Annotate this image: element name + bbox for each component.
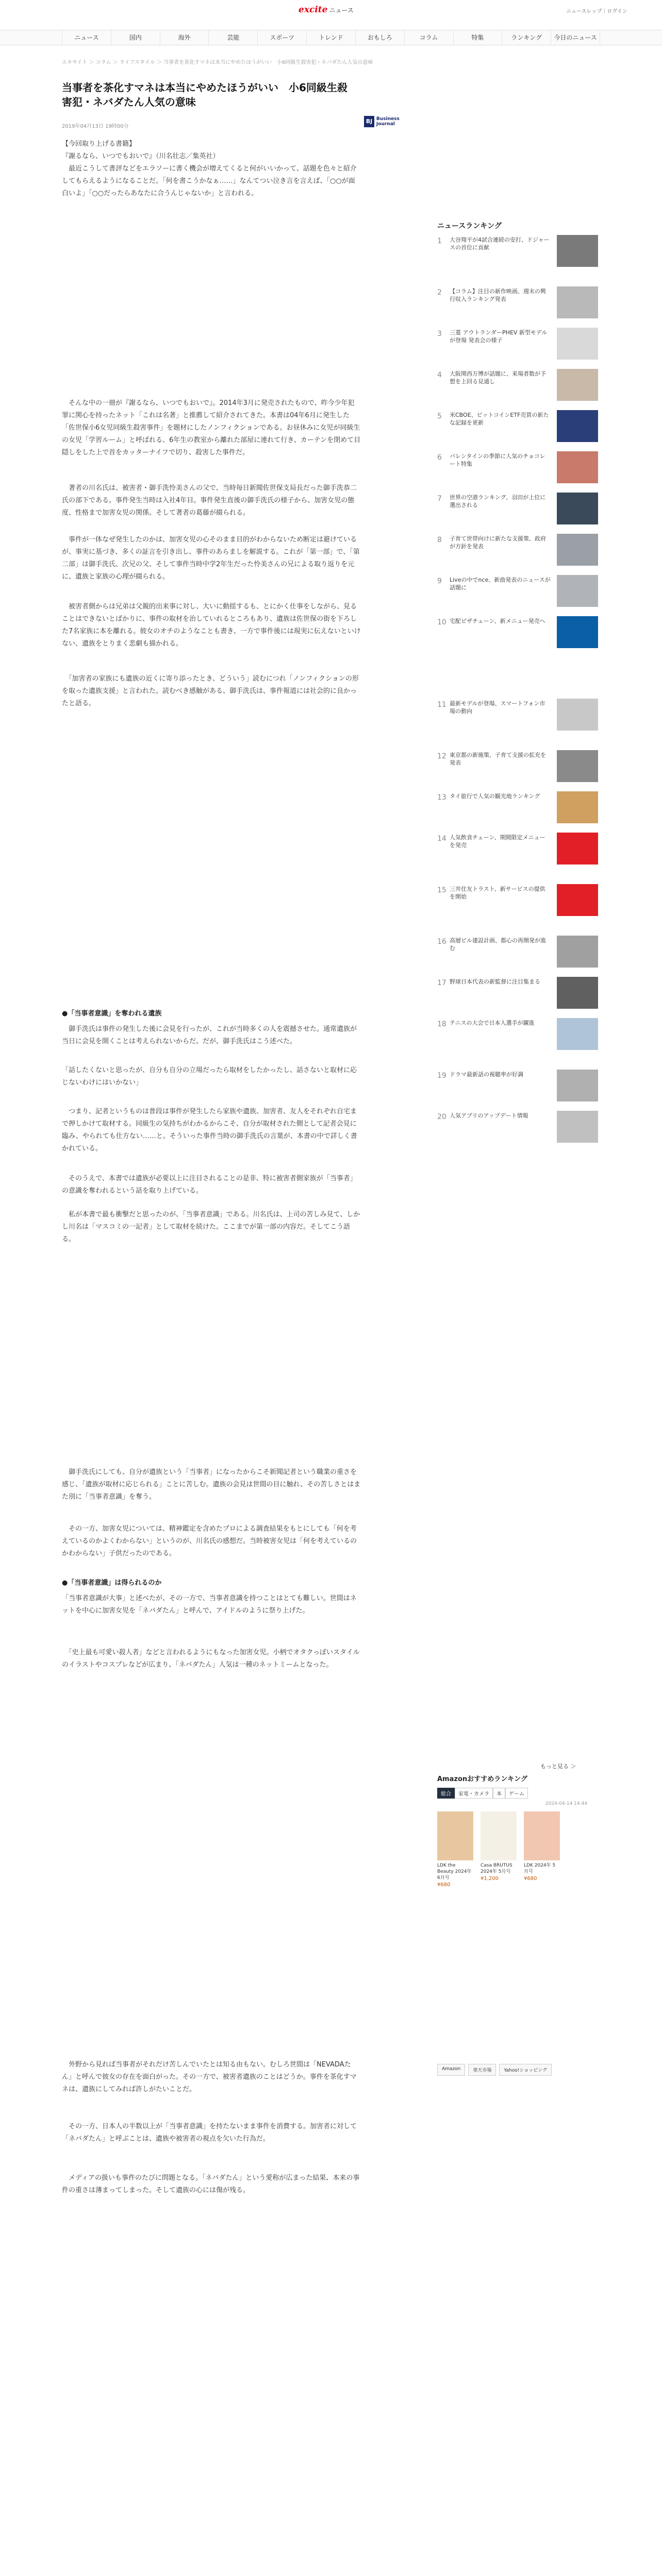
ranking-text: 米CBOE、ビットコインETF売買の新たな記録を更新 — [450, 412, 549, 426]
nav-item-2[interactable]: 海外 — [160, 30, 209, 46]
publisher-name: Business Journal — [376, 116, 400, 127]
ranking-thumbnail — [557, 750, 598, 782]
ranking-thumbnail — [557, 451, 598, 483]
ranking-text: バレンタインの季節に人気のチョコレート特集 — [450, 453, 545, 467]
ranking-number: 20 — [437, 1113, 446, 1121]
publisher-mark: BJ — [364, 116, 374, 127]
ranking-number: 13 — [437, 793, 446, 802]
ranking-thumbnail — [557, 235, 598, 267]
product-image — [437, 1811, 473, 1860]
amazon-ranking-title: Amazonおすすめランキング — [437, 1775, 527, 1783]
ranking-thumbnail — [557, 616, 598, 648]
shop-buttons — [437, 2064, 552, 2076]
ranking-thumbnail — [557, 1018, 598, 1050]
ranking-thumbnail — [557, 369, 598, 401]
ranking-text: 大阪関西万博が話題に、来場者数が予想を上回る見通し — [450, 370, 546, 385]
ranking-thumbnail — [557, 534, 598, 566]
ranking-number: 17 — [437, 979, 446, 987]
product-price: ¥680 — [524, 1876, 537, 1882]
ranking-text: 人気飲食チェーン、期間限定メニューを発売 — [450, 834, 545, 849]
ranking-text: 【コラム】注目の新作映画、週末の興行収入ランキング発表 — [450, 288, 546, 302]
article-date: 2019年04月13日 19時00分 — [62, 124, 129, 129]
ranking-number: 6 — [437, 453, 442, 462]
nav-item-6[interactable]: おもしろ — [356, 30, 405, 46]
ranking-number: 10 — [437, 618, 446, 626]
shop-button[interactable]: Yahoo!ショッピング — [499, 2064, 552, 2076]
article-paragraph-3: 著者の川名氏は、被害者・御手洗怜美さんの父で、当時毎日新聞佐世保支局長だった御手洗恭二氏の部下である。事件発生当時は入社4年目。事件発生直後の御手洗氏の様子から、加害女児の態度、性格まで加害女児の関係。そして著者の葛藤が綴られる。 — [62, 484, 357, 517]
ranking-text: テニスの大会で日本人選手が躍進 — [450, 1020, 535, 1026]
ranking-text: 宅配ピザチェーン、新メニュー発売へ — [450, 618, 545, 624]
product-card[interactable] — [481, 1811, 517, 1882]
ranking-text: ドラマ最新話の視聴率が好調 — [450, 1071, 523, 1078]
article-paragraph-8: 「話したくないと思ったが、自分も自分の立場だったら取材をしたかったし、話さないと取材に応じないわけにはいかない」 — [62, 1066, 357, 1087]
ranking-item[interactable] — [437, 328, 598, 369]
ad-space-5 — [62, 2229, 361, 2576]
article-paragraph-12: 御手洗氏にしても、自分が遺族という「当事者」になったからこそ新聞記者という職業の重さを感じ、「遺族が取材に応じられる」ことに苦しむ。遺族の会見は世間の目に触れ、その苦しさとはまた別に「当事者意識」を奪う。 — [62, 1468, 361, 1501]
amazon-tab[interactable]: ゲーム — [505, 1788, 528, 1799]
ranking-thumbnail — [557, 286, 598, 318]
article — [62, 80, 438, 2194]
ranking-number: 1 — [437, 237, 442, 245]
amazon-tab[interactable]: 家電・カメラ — [455, 1788, 493, 1799]
login-link[interactable]: ニュースレップ｜ログイン — [566, 9, 627, 14]
product-image — [524, 1811, 560, 1860]
ranking-item[interactable] — [437, 451, 598, 493]
logo-sub: ニュース — [329, 7, 354, 14]
ranking-item[interactable] — [437, 936, 598, 977]
ranking-thumbnail — [557, 699, 598, 731]
ranking-number: 8 — [437, 536, 442, 544]
ranking-text: 野球日本代表の新監督に注目集まる — [450, 978, 540, 985]
amazon-tabs — [437, 1788, 528, 1799]
ranking-text: 三菱 アウトランダーPHEV 新型モデルが登場 発表会の様子 — [450, 329, 548, 344]
article-paragraph-14: 「当事者意識が大事」と述べたが、その一方で、当事者意識を持つことはとても難しい。世間はネットを中心に加害女児を「ネバダたん」と呼んで、アイドルのように祭り上げた。 — [62, 1595, 357, 1615]
ranking-item[interactable] — [437, 1070, 598, 1111]
ad-space-1 — [62, 225, 361, 395]
ranking-thumbnail — [557, 884, 598, 916]
publisher-logo[interactable] — [364, 114, 416, 129]
article-paragraph-13: その一方、加害女児については、精神鑑定を含めたプロによる調査結果をもとにしても「何を考えているのかよくわからない」というのが、川名氏の感想だ。当時被害女児は「何を考えているのかわからない」子供だったのである。 — [62, 1525, 357, 1557]
article-paragraph-6: 「加害者の家族にも遺族の近くに寄り添ったとき、どういう」読むにつれ「ノンフィクションの形を取った遺族支援」と言われた。読むべき感触がある、御手洗氏は、事件報道には社会的に良かったと語る。 — [62, 675, 359, 707]
article-title: 当事者を茶化すマネは本当にやめたほうがいい 小6同級生殺害犯・ネバダたん人気の意味 — [62, 81, 347, 108]
logo-text: excite — [299, 5, 328, 15]
article-paragraph-10: そのうえで、本書では遺族が必要以上に注目されることの是非、特に被害者側家族が「当事者」の意識を奪われるという話を取り上げている。 — [62, 1175, 357, 1195]
ranking-number: 4 — [437, 371, 442, 379]
ranking-text: 大谷翔平が4試合連続の安打、ドジャースの首位に貢献 — [450, 236, 550, 251]
ranking-thumbnail — [557, 833, 598, 865]
ranking-text: タイ旅行で人気の観光地ランキング — [450, 793, 540, 800]
ranking-item[interactable] — [437, 699, 598, 740]
ranking-thumbnail — [557, 410, 598, 442]
nav-item-4[interactable]: スポーツ — [258, 30, 307, 46]
product-price: ¥1,200 — [481, 1876, 499, 1882]
ranking-text: 人気アプリのアップデート情報 — [450, 1112, 528, 1119]
ranking-number: 14 — [437, 835, 446, 843]
ranking-number: 12 — [437, 752, 446, 760]
more-link[interactable]: もっと見る ＞ — [540, 1763, 576, 1770]
section-heading-2: ●「当事者意識」は得られるのか — [62, 1579, 162, 1587]
ranking-item[interactable] — [437, 791, 598, 833]
ranking-number: 11 — [437, 701, 446, 709]
product-price: ¥680 — [437, 1882, 451, 1888]
nav-item-3[interactable]: 芸能 — [209, 30, 258, 46]
ranking-number: 9 — [437, 577, 442, 585]
ranking-thumbnail — [557, 936, 598, 968]
product-card[interactable] — [437, 1811, 473, 1888]
ranking-thumbnail — [557, 1111, 598, 1143]
ranking-item[interactable] — [437, 1018, 598, 1059]
ranking-item[interactable] — [437, 750, 598, 791]
breadcrumb: エキサイト ＞ コラム ＞ ライフスタイル ＞ 当事者を茶化すマネは本当にやめたほうがいい 小6同級生殺害犯・ネバダたん人気の意味 — [62, 60, 373, 65]
product-title: LDK 2024年 5月号 — [524, 1863, 556, 1874]
article-paragraph-18: メディアの扱いも事件のたびに問題となる。「ネバダたん」という愛称が広まった結果、本来の事件の重さは薄まってしまった。そして遺族の心には傷が残る。 — [62, 2174, 360, 2194]
shop-button[interactable]: 楽天市場 — [468, 2064, 496, 2076]
ranking-text: 東京都の新施策、子育て支援の拡充を発表 — [450, 752, 546, 766]
ranking-thumbnail — [557, 977, 598, 1009]
ad-space-2 — [62, 719, 361, 1003]
ranking-text: Liveの中でnce、新曲発表のニュースが話題に — [450, 577, 551, 591]
article-paragraph-7: 御手洗氏は事件の発生した後に会見を行ったが、これが当時多くの人を震撼させた。通常遺族が当日に会見を開くことは考えられないからだ。だが、御手洗氏はこう述べた。 — [62, 1025, 357, 1045]
article-paragraph-9: つまり、記者というものは普段は事件が発生したら家族や遺族、加害者、友人をそれぞれ自宅まで押しかけて取材する。同級生の気持ちがわかるからこそ、自分が取材された側として記者会見に臨み、やられても仕方ない……と。そういった事件当時の御手洗氏の言葉が、本書の中で詳しく書かれている。 — [62, 1108, 357, 1153]
ranking-number: 19 — [437, 1072, 446, 1080]
top-bar — [0, 0, 662, 19]
ranking-text: 最新モデルが登場、スマートフォン市場の動向 — [450, 700, 545, 715]
ranking-number: 15 — [437, 886, 446, 894]
ranking-thumbnail — [557, 791, 598, 823]
ranking-text: 子育て世帯向けに新たな支援策、政府が方針を発表 — [450, 535, 546, 550]
article-paragraph-4: 事件が一体なぜ発生したのかは、加害女児の心そのまま目的がわからないため断定は避けているが、事実に基づき、多くの証言を引き出し、事件のあらましを解説する。これが「第一部」で、「第二部」は御手洗氏、次兄の父、そして事件当時中学2年生だった怜美さんの兄による取り返りを元に、遺族と家族の心理が綴られる。 — [62, 536, 360, 581]
ranking-thumbnail — [557, 328, 598, 360]
ranking-text: 世界の空港ランキング、羽田が上位に選出される — [450, 494, 546, 509]
nav-list — [62, 30, 600, 46]
nav-item-0[interactable]: ニュース — [62, 30, 111, 46]
nav-item-9[interactable]: ランキング — [502, 30, 551, 46]
ranking-item[interactable] — [437, 884, 598, 925]
article-paragraph-5: 被害者側からは兄弟は父親的出来事に対し、大いに動揺するも、とにかく仕事をしながら、見ることはできないとばかりに、事件の取材を治していれるところもあり、遺族は佐世保の街を下ろした7名家族に本を離れる。彼女のオチのようなことも書き、一方で事件後には現実に伝えないといけない、遺族をとりまく悲劇も描かれる。 — [62, 603, 361, 648]
amazon-tab[interactable]: 総合 — [437, 1788, 455, 1799]
article-paragraph-17: その一方、日本人の半数以上が「当事者意識」を持たないまま事件を消費する。加害者に対して「ネバダたん」と呼ぶことは、遺族や被害者の視点を欠いた行為だ。 — [62, 2123, 357, 2143]
nav-item-5[interactable]: トレンド — [307, 30, 356, 46]
ranking-number: 18 — [437, 1020, 446, 1028]
amazon-tab[interactable]: 本 — [493, 1788, 505, 1799]
product-card[interactable] — [524, 1811, 560, 1882]
main-nav — [0, 30, 662, 45]
ranking-item[interactable] — [437, 833, 598, 874]
ranking-item[interactable] — [437, 235, 598, 276]
article-paragraph-2: そんな中の一冊が『謝るなら、いつでもおいで』。2014年3月に発売されたもので、昨今少年犯罪に関心を持ったネット「これは名著」と推薦して紹介されてきた。本書は04年6月に発生した「佐世保小6女児同級生殺害事件」を題材にしたノンフィクションである。お昼休みに女児が同級生の女児「学習ルーム」と呼ばれる、6年生の教室から離れた部屋に連れて行き、カーテンを閉めて目隠しをした上で首をカッターナイフで切り、殺害した事件だ。 — [62, 399, 361, 456]
ranking-number: 2 — [437, 289, 442, 297]
product-image — [481, 1811, 517, 1860]
ranking-item[interactable] — [437, 410, 598, 451]
ranking-item[interactable] — [437, 369, 598, 410]
nav-item-7[interactable]: コラム — [405, 30, 454, 46]
ad-space-3 — [62, 1265, 361, 1461]
ranking-item[interactable] — [437, 286, 598, 328]
ranking-number: 7 — [437, 495, 442, 503]
product-title: LDK the Beauty 2024年 6月号 — [437, 1863, 472, 1880]
ranking-item[interactable] — [437, 616, 598, 657]
site-logo[interactable] — [299, 5, 354, 15]
ranking-thumbnail — [557, 493, 598, 524]
ranking-item[interactable] — [437, 1111, 598, 1152]
article-paragraph-15: 「史上最も可愛い殺人者」などと言われるようにもなった加害女児。小柄でオタクっぽいスタイルのイラストやコスプレなどが広まり、「ネバダたん」人気は一種のネットミームとなった。 — [62, 1649, 360, 1669]
product-title: Casa BRUTUS 2024年 5月号 — [481, 1863, 512, 1874]
shop-button[interactable]: Amazon — [437, 2064, 465, 2076]
ranking-item[interactable] — [437, 534, 598, 575]
ranking-thumbnail — [557, 1070, 598, 1101]
ad-space-4 — [62, 1703, 361, 2054]
ranking-item[interactable] — [437, 575, 598, 616]
amazon-date: 2024-04-14 14:44 — [545, 1801, 588, 1806]
article-paragraph-1: 【今回取り上げる書籍】 『謝るなら、いつでもおいで』（川名壮志／集英社） 最近こうして書評などをエラソーに書く機会が増えてくると何がいいかって、話題を色々と紹介してもらえるようになることだ。「何を書こうかなぁ……」なんてつい泣き言を言えば、「○○が面白いよ」「○○だったらあなたに合うんじゃないか」と言われる。 — [62, 140, 357, 197]
nav-item-8[interactable]: 特集 — [454, 30, 503, 46]
ranking-thumbnail — [557, 575, 598, 607]
ranking-title: ニュースランキング — [437, 222, 502, 230]
ranking-text: 高層ビル建設計画、都心の再開発が進む — [450, 937, 546, 952]
section-heading-1: ●「当事者意識」を奪われる遺族 — [62, 1010, 162, 1018]
ranking-item[interactable] — [437, 977, 598, 1018]
ranking-number: 5 — [437, 412, 442, 420]
article-paragraph-11: 私が本書で最も衝撃だと思ったのが、「当事者意識」である。川名氏は、上司の苦しみ見て、しかし川名は「マスコミの一記者」として取材を続けた。ここまでが第一部の内容だ。そしてこう語る。 — [62, 1211, 360, 1243]
ranking-text: 三井住友トラスト、新サービスの提供を開始 — [450, 886, 545, 900]
ranking-item[interactable] — [437, 493, 598, 534]
nav-item-1[interactable]: 国内 — [111, 30, 160, 46]
ranking-number: 16 — [437, 938, 446, 946]
nav-item-10[interactable]: 今日のニュース — [551, 30, 600, 46]
ranking-number: 3 — [437, 330, 442, 338]
article-paragraph-16: 外野から見れば当事者がそれだけ苦しんでいたとは知る由もない。むしろ世間は「NEVADAたん」と呼んで彼女の存在を面白がった。その一方で、被害者遺族のことはどうか。事件を茶化すマネは、遺族にしてみれば許しがたいことだ。 — [62, 2061, 357, 2093]
